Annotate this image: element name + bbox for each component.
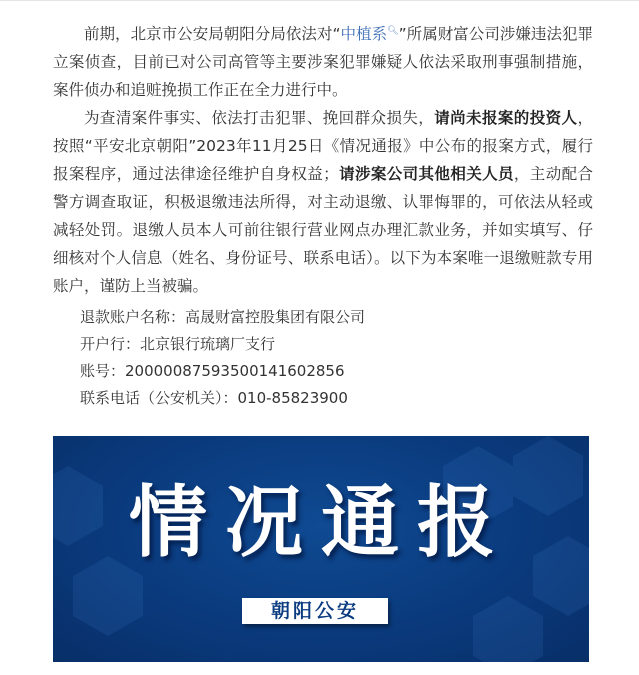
paragraph-2 bbox=[53, 104, 593, 300]
search-icon[interactable]: 🔍︎ bbox=[387, 25, 399, 36]
banner-title: 情况通报 bbox=[128, 478, 513, 568]
account-bank: 开户行：北京银行琉璃厂支行 bbox=[80, 335, 276, 353]
paragraph-1 bbox=[53, 20, 593, 104]
bold-text: 请涉案公司其他相关人员 bbox=[338, 165, 514, 183]
contact-phone: 联系电话（公安机关）：010-85823900 bbox=[80, 389, 348, 407]
account-info bbox=[80, 304, 593, 412]
account-number: 账号：20000087593500141602856 bbox=[80, 362, 345, 380]
top-divider bbox=[0, 0, 639, 1]
account-name: 退款账户名称：高晟财富控股集团有限公司 bbox=[80, 308, 366, 326]
article-body bbox=[53, 20, 593, 300]
text: 前期，北京市公安局朝阳分局依法对“ bbox=[84, 25, 341, 43]
text: ”所属财富公司涉嫌违法犯罪立案侦查，目前已对公司高管等主要涉案犯罪嫌疑人依法采取刑事强制措施，案件侦办和追赃挽损工作正在全力进行中。 bbox=[53, 25, 593, 99]
text: ，主动配合警方调查取证，积极退缴违法所得，对主动退缴、认罪悔罪的，可依法从轻或减轻处罚。退缴人员本人可前往银行营业网点办理汇款业务，并如实填写、仔细核对个人信息（姓名、身份证号、联系电话）。以下为本案唯一退缴赃款专用账户，谨防上当被骗。 bbox=[53, 165, 593, 295]
text: 为查清案件事实、依法打击犯罪、挽回群众损失， bbox=[84, 109, 435, 127]
bold-text: 请尚未报案的投资人 bbox=[434, 109, 578, 127]
text: ，按照“平安北京朝阳”2023年11月25日《情况通报》中公布的报案方式，履行报案程序，通过法律途径维护自身权益； bbox=[53, 109, 593, 183]
keyword-link[interactable]: 中植系 bbox=[340, 25, 388, 43]
hexagon-decoration bbox=[473, 596, 543, 662]
banner-tag: 朝阳公安 bbox=[242, 598, 388, 624]
hexagon-decoration bbox=[73, 556, 143, 636]
notice-banner-image bbox=[53, 436, 589, 662]
